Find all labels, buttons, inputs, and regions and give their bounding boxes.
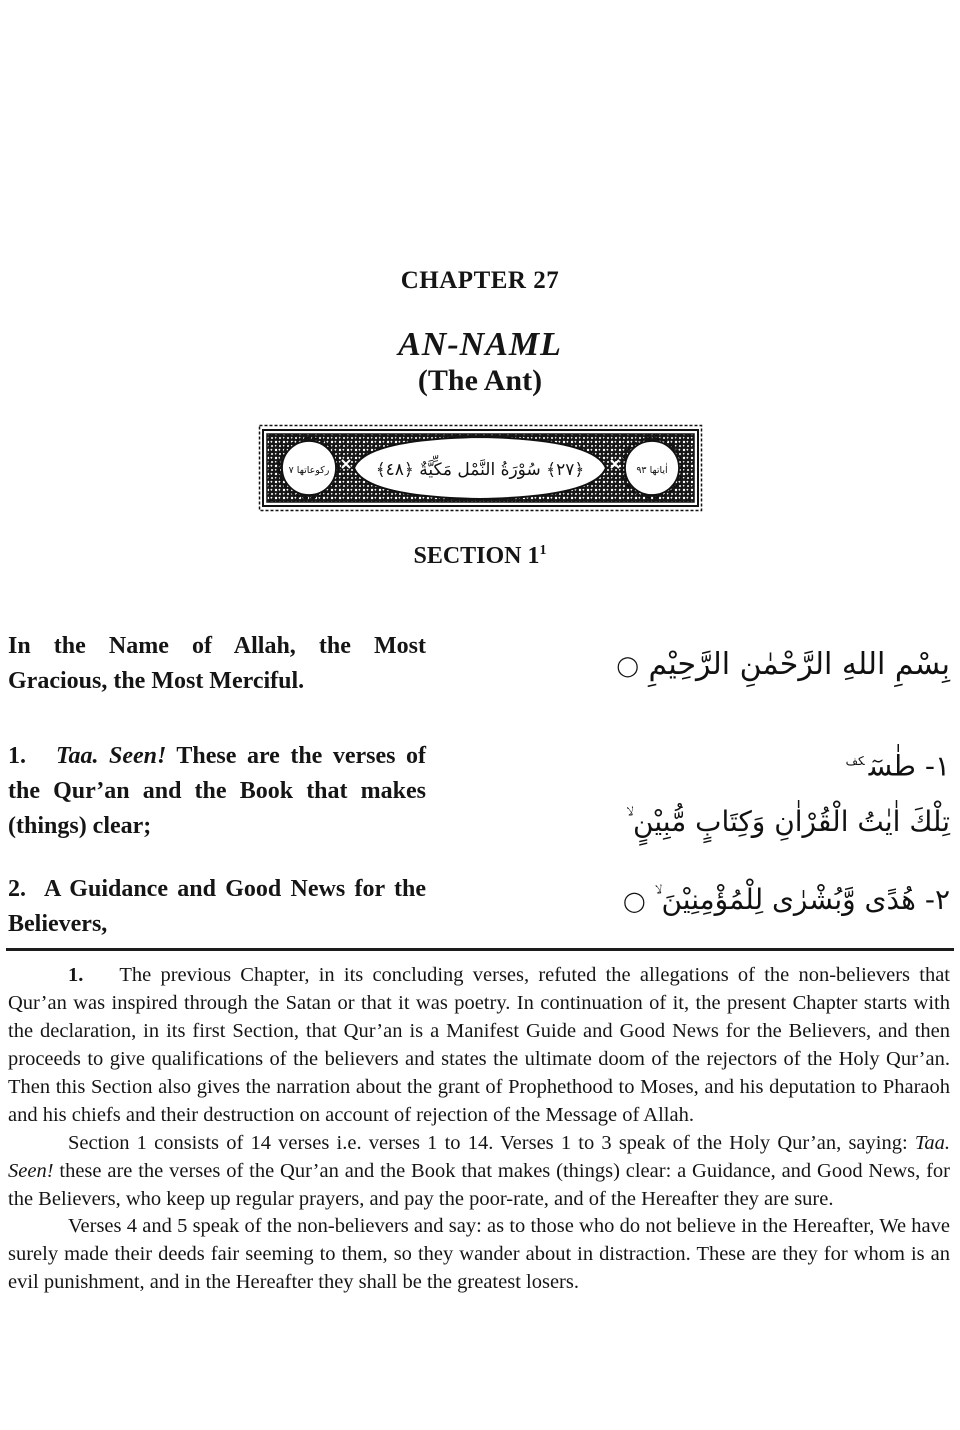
footnote-paragraph-2-prefix: Section 1 consists of 14 verses i.e. verses 1 to 14. Verses 1 to 3 speak of the Holy Qur’an, saying: <box>68 1131 908 1154</box>
verse-1-english <box>8 739 426 844</box>
verse-1-translation: These are the verses of the Qur’an and the Book that makes (things) clear; <box>8 743 426 839</box>
verse-1-number: 1. <box>8 743 26 769</box>
banner-surah-title-text: ﴿٢٧﴾ سُوْرَةُ النَّمْل مَكِّيَّةٌ ﴿٤٨﴾ <box>375 460 584 480</box>
footnote-paragraph-2 <box>8 1130 950 1214</box>
verse-1-muqattaat: ١- طٰسٓ <box>868 749 950 783</box>
footnote-paragraph-2-suffix: these are the verses of the Qur’an and the Book that makes (things) clear: a Guidance, and Good News, for the Believers, who keep up regular prayers, and pay the poor-rate, and of the Hereafter they are sure. <box>8 1159 951 1210</box>
verse-1-arabic <box>452 739 950 844</box>
verse-2-arabic <box>452 878 950 923</box>
chapter-translation: (The Ant) <box>417 364 543 397</box>
bismillah-arabic-text: بِسْمِ اللهِ الرَّحْمٰنِ الرَّحِيْمِ <box>648 647 950 682</box>
surah-title-banner <box>258 424 703 512</box>
chapter-heading: CHAPTER 27 <box>400 267 560 294</box>
bismillah-arabic <box>452 643 950 688</box>
verse-1-arabic-line2: تِلْكَ اٰيٰتُ الْقُرْاٰنِ وَكِتَابٍ مُّبِيْنٍ ۙ <box>626 805 950 839</box>
verse-1-pause-note: كف <box>845 754 865 768</box>
footnote-paragraph-2-transliteration: Taa. Seen! <box>8 1131 951 1182</box>
verse-2-english <box>8 872 426 942</box>
verse-2-translation: A Guidance and Good News for the Believers, <box>8 876 426 938</box>
surah-banner-ornament <box>258 424 703 512</box>
verse-2-arabic-text: ٢- هُدًى وَّبُشْرٰى لِلْمُؤْمِنِيْنَ ۙ <box>654 883 950 917</box>
ayah-end-mark: ◯ <box>616 653 639 678</box>
section-heading-label: SECTION 1 <box>413 543 540 569</box>
footnote-block <box>0 962 960 1297</box>
footnote-paragraph-1 <box>8 962 950 1129</box>
banner-left-medallion-text: ركوعاتها ٧ <box>288 465 329 476</box>
bismillah-row <box>8 629 950 699</box>
section-heading <box>0 538 960 569</box>
banner-right-medallion-text: اٰياتها ٩٣ <box>635 465 668 476</box>
verse-1-arabic-line1 <box>452 739 950 788</box>
verse-2-row <box>8 872 950 942</box>
ayah-end-mark: ◯ <box>623 889 646 914</box>
footnote-divider <box>6 948 954 951</box>
verse-1-transliteration: Taa. Seen! <box>56 743 167 769</box>
verse-2-number: 2. <box>8 876 26 903</box>
section-footnote-ref: 1 <box>539 543 547 558</box>
footnote-paragraph-3: Verses 4 and 5 speak of the non-believers and say: as to those who do not believe in the Hereafter, We have surely made their deeds fair seeming to them, so they wander about in distraction. These are they for whom is an evil punishment, and in the Hereafter they shall be the greatest losers. <box>8 1215 950 1294</box>
chapter-name: AN-NAML <box>398 326 562 363</box>
verse-1-row <box>8 739 950 844</box>
verse-translation-block <box>0 629 960 942</box>
footnote-paragraph-1-text: The previous Chapter, in its concluding verses, refuted the allegations of the non-believers that Qur’an was inspired through the Satan or that it was poetry. In continuation of it, the present Chapter starts with the declaration, in its first Section, that Qur’an is a Manifest Guide and Good News for the Believers, and then proceeds to give qualifications of the believers and states the ultimate doom of the rejectors of the Holy Qur’an. Then this Section also gives the narration about the grant of Prophethood to Moses, and his deputation to Pharaoh and his chiefs and their destruction on account of rejection of the Message of Allah. <box>8 964 950 1126</box>
footnote-marker: 1. <box>68 964 84 987</box>
bismillah-english: In the Name of Allah, the Most Gracious, the Most Merciful. <box>8 633 426 694</box>
